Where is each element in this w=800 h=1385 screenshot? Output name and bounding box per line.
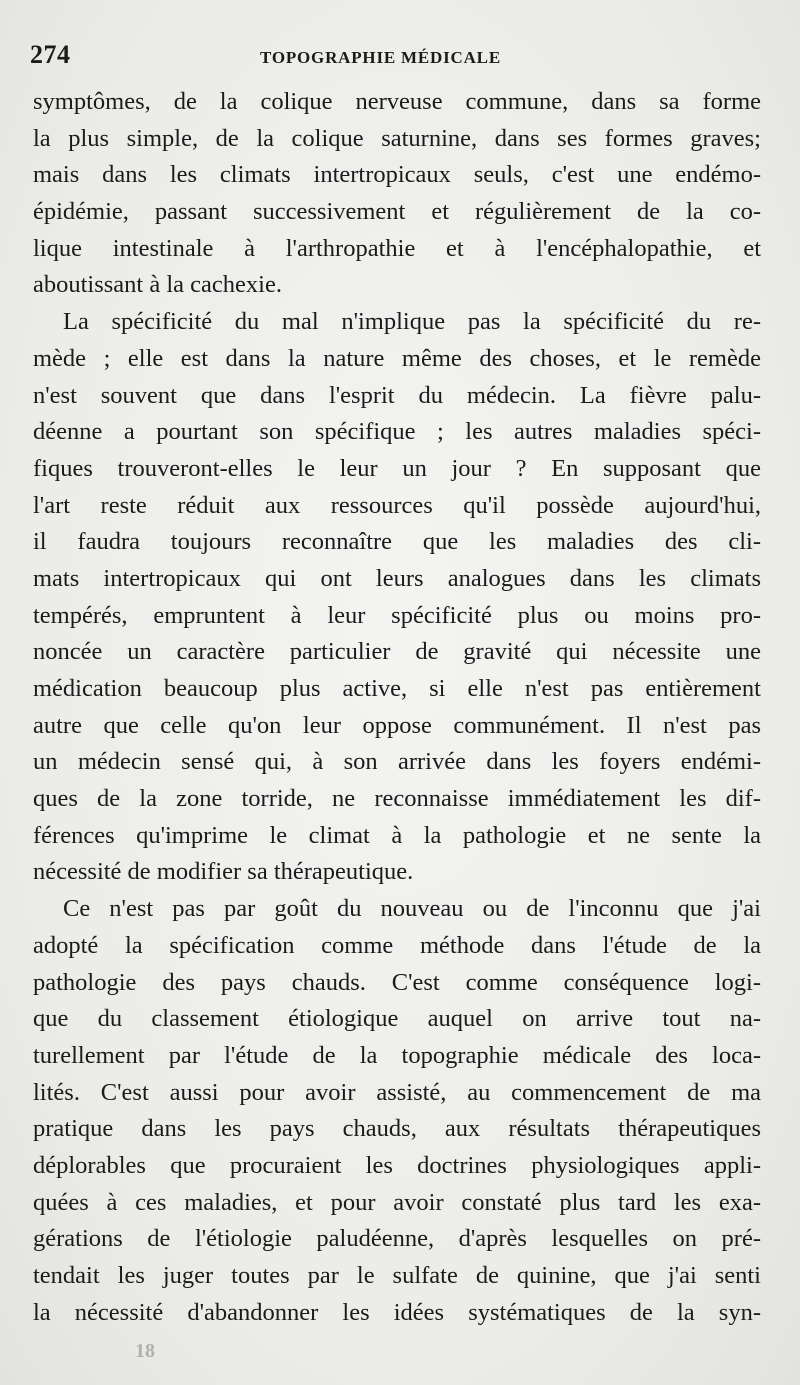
text-line: férences qu'imprime le climat à la pathologie et ne sente la (33, 821, 761, 849)
text-line: symptômes, de la colique nerveuse commune, dans sa forme (33, 88, 761, 115)
text-line: épidémie, passant successivement et régulièrement de la co- (33, 198, 761, 226)
text-line: tempérés, empruntent à leur spécificité plus ou moins pro- (33, 601, 761, 629)
text-line: déplorables que procuraient les doctrines physiologiques appli- (33, 1151, 761, 1179)
text-line: quées à ces maladies, et pour avoir constaté plus tard les exa- (33, 1188, 761, 1216)
text-line: que du classement étiologique auquel on arrive tout na- (33, 1005, 761, 1033)
text-line: médication beaucoup plus active, si elle n'est pas entièrement (33, 675, 761, 702)
text-line: mède ; elle est dans la nature même des choses, et le remède (33, 344, 761, 372)
text-line: pratique dans les pays chauds, aux résultats thérapeutiques (33, 1115, 761, 1143)
text-line: ques de la zone torride, ne reconnaisse immédiatement les dif- (33, 785, 761, 813)
text-line: noncée un caractère particulier de gravité qui nécessite une (33, 638, 761, 666)
text-line: déenne a pourtant son spécifique ; les autres maladies spéci- (33, 418, 761, 446)
text-line: fiques trouveront-elles le leur un jour ? En supposant que (33, 454, 761, 482)
text-line: gérations de l'étiologie paludéenne, d'après lesquelles on pré- (33, 1225, 761, 1253)
text-line: aboutissant à la cachexie. (33, 271, 282, 299)
body-text (33, 84, 761, 1331)
text-line: turellement par l'étude de la topographie médicale des loca- (33, 1041, 761, 1069)
text-line: n'est souvent que dans l'esprit du médecin. La fièvre palu- (33, 381, 761, 409)
text-line: lités. C'est aussi pour avoir assisté, au commencement de ma (33, 1078, 761, 1106)
text-line: un médecin sensé qui, à son arrivée dans les foyers endémi- (33, 748, 761, 776)
text-line: Ce n'est pas par goût du nouveau ou de l'inconnu que j'ai (63, 895, 761, 923)
signature-mark: 18 (135, 1340, 155, 1362)
text-line: la nécessité d'abandonner les idées systématiques de la syn- (33, 1298, 761, 1326)
text-line: tendait les juger toutes par le sulfate de quinine, que j'ai senti (33, 1262, 761, 1289)
text-line: pathologie des pays chauds. C'est comme conséquence logi- (33, 968, 761, 996)
page-header (30, 40, 750, 80)
text-line: la plus simple, de la colique saturnine, dans ses formes graves; (33, 124, 761, 152)
running-title: TOPOGRAPHIE MÉDICALE (260, 48, 501, 67)
text-line: l'art reste réduit aux ressources qu'il possède aujourd'hui, (33, 491, 761, 519)
text-line: La spécificité du mal n'implique pas la spécificité du re- (63, 308, 761, 336)
text-line: nécessité de modifier sa thérapeutique. (33, 858, 414, 886)
page-number: 274 (30, 40, 71, 69)
text-line: lique intestinale à l'arthropathie et à l'encéphalopathie, et (33, 234, 761, 262)
text-line: autre que celle qu'on leur oppose communément. Il n'est pas (33, 711, 761, 739)
text-line: mats intertropicaux qui ont leurs analogues dans les climats (33, 564, 761, 592)
text-line: mais dans les climats intertropicaux seuls, c'est une endémo- (33, 161, 761, 189)
text-line: adopté la spécification comme méthode dans l'étude de la (33, 931, 761, 959)
text-line: il faudra toujours reconnaître que les maladies des cli- (33, 528, 761, 556)
